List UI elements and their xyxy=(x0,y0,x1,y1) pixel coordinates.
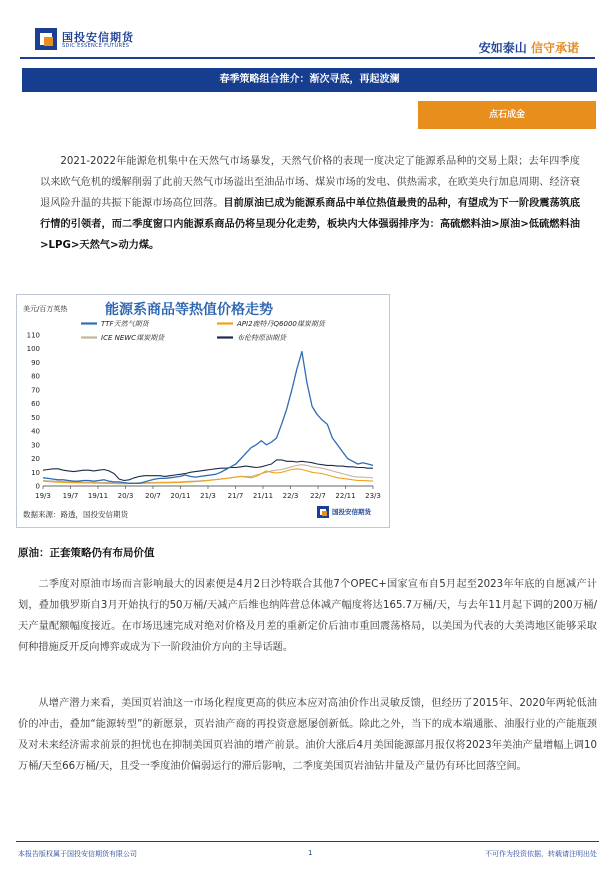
intro-text: 2021-2022年能源危机集中在天然气市场暴发，天然气价格的表现一度决定了能源系品种的交易上限；去年四季度以来欧气危机的缓解削弱了此前天然气市场溢出至油品市场、煤炭市场的发电、供热需求，在欧美央行加息周期、经济衰退风险升温的共振下能源市场高位回落。 xyxy=(40,156,580,209)
crude-paragraph-1: 二季度对原油市场而言影响最大的因素便是4月2日沙特联合其他7个OPEC+国家宣布自5月起至2023年年底的自愿减产计划，叠加俄罗斯自3月开始执行的50万桶/天减产后维也纳阵营总体减产幅度将达165.7万桶/天，与去年11月起下调的200万桶/天产量配额幅度接近。在市场迅速完成对绝对价格及月差的重新定价后油市重回震荡格局，以美国为代表的大美湾地区能够采取何种措施反开反向博弈或成为下一阶段油价方向的主导话题。 xyxy=(18,579,597,653)
company-name-en: SDIC ESSENCE FUTURES xyxy=(62,43,130,49)
intro-bold-text: 目前原油已成为能源系商品中单位热值最贵的品种，有望成为下一阶段震荡筑底行情的引领者，而二季度窗口内能源系商品仍将呈现分化走势，板块内大体强弱排序为：高硫燃料油>原油>低硫燃料油>LPG>天然气>动力煤。 xyxy=(40,198,581,251)
header-divider xyxy=(20,57,595,59)
y-tick-label: 30 xyxy=(31,441,40,450)
x-tick-label: 19/7 xyxy=(62,492,79,500)
y-tick-label: 10 xyxy=(31,468,40,477)
legend-label-ttf: TTF天然气期货 xyxy=(101,320,149,328)
y-tick-label: 100 xyxy=(26,345,40,354)
legend-label-brent: 布伦特原油期货 xyxy=(237,334,286,342)
y-tick-label: 70 xyxy=(31,386,40,395)
chart-logo xyxy=(317,506,372,518)
y-tick-label: 90 xyxy=(31,358,40,367)
x-tick-label: 19/11 xyxy=(87,492,109,500)
footer-disclaimer: 不可作为投资依据，转载请注明出处 xyxy=(485,850,597,858)
y-tick-label: 20 xyxy=(31,455,40,464)
chart-title: 能源系商品等热值价格走势 xyxy=(105,302,273,318)
footer-divider xyxy=(16,841,599,842)
footer-copyright: 本报告版权属于国投安信期货有限公司 xyxy=(18,850,137,858)
x-tick-label: 21/3 xyxy=(200,492,216,500)
x-tick-label: 20/11 xyxy=(170,492,191,500)
energy-price-chart xyxy=(16,294,390,528)
slogan-part-a: 安如泰山 xyxy=(478,41,527,55)
x-tick-label: 20/3 xyxy=(117,492,134,500)
y-tick-label: 110 xyxy=(26,331,40,340)
company-logo-icon xyxy=(35,28,57,50)
legend-label-api2: API2鹿特丹Q6000煤炭期货 xyxy=(237,320,325,328)
y-tick-label: 50 xyxy=(31,413,40,422)
series-line-ttf xyxy=(43,352,373,484)
page-number: 1 xyxy=(308,849,313,857)
x-tick-label: 22/7 xyxy=(310,492,326,500)
y-tick-label: 0 xyxy=(35,482,40,491)
legend-label-ice: ICE NEWC煤炭期货 xyxy=(101,334,165,342)
company-name: 国投安信期货 xyxy=(62,31,134,44)
slogan-part-b: 信守承诺 xyxy=(530,41,579,55)
x-tick-label: 21/7 xyxy=(227,492,244,500)
y-tick-label: 40 xyxy=(31,427,40,436)
y-tick-label: 60 xyxy=(31,400,40,409)
slogan xyxy=(479,39,579,56)
series-line-brent xyxy=(43,460,373,481)
x-tick-label: 19/3 xyxy=(35,492,51,500)
intro-paragraph xyxy=(40,151,580,256)
x-tick-label: 22/3 xyxy=(282,492,299,500)
crude-paragraph-2: 从增产潜力来看，美国页岩油这一市场化程度更高的供应本应对高油价作出灵敏反馈，但经历了2015年、2020年两轮低油价的冲击，叠加“能源转型”的新愿景，页岩油产商的再投资意愿屡创新低。除此之外，当下的成本端通胀、油服行业的产能瓶颈及对未来经济需求前景的担忧也在抑制美国页岩油的增产前景。油价大涨后4月美国能源部月报仅将2023年美油产量增幅上调10万桶/天至66万桶/天，且受一季度油价偏弱运行的滞后影响，二季度美国页岩油钻井量及产量仍有环比回落空间。 xyxy=(18,698,597,772)
page-header xyxy=(0,0,615,62)
section-title-crude-oil: 原油：正套策略仍有布局价值 xyxy=(18,547,155,559)
x-tick-label: 21/11 xyxy=(252,492,274,500)
chart-series xyxy=(43,352,373,484)
chart-logo-text: 国投安信期货 xyxy=(332,508,371,516)
x-tick-label: 23/3 xyxy=(365,492,381,500)
report-title-banner: 春季策略组合推介：渐次寻底，再起波澜 xyxy=(22,68,597,92)
y-tick-label: 80 xyxy=(31,372,40,381)
x-tick-label: 20/7 xyxy=(145,492,161,500)
chart-canvas xyxy=(17,295,389,527)
chart-source: 数据来源：路透，国投安信期货 xyxy=(23,510,128,519)
chart-ylabel: 美元/百万英热 xyxy=(23,305,68,313)
section-tag: 点石成金 xyxy=(418,101,596,129)
x-tick-label: 22/11 xyxy=(335,492,356,500)
chart-legend xyxy=(81,320,326,342)
